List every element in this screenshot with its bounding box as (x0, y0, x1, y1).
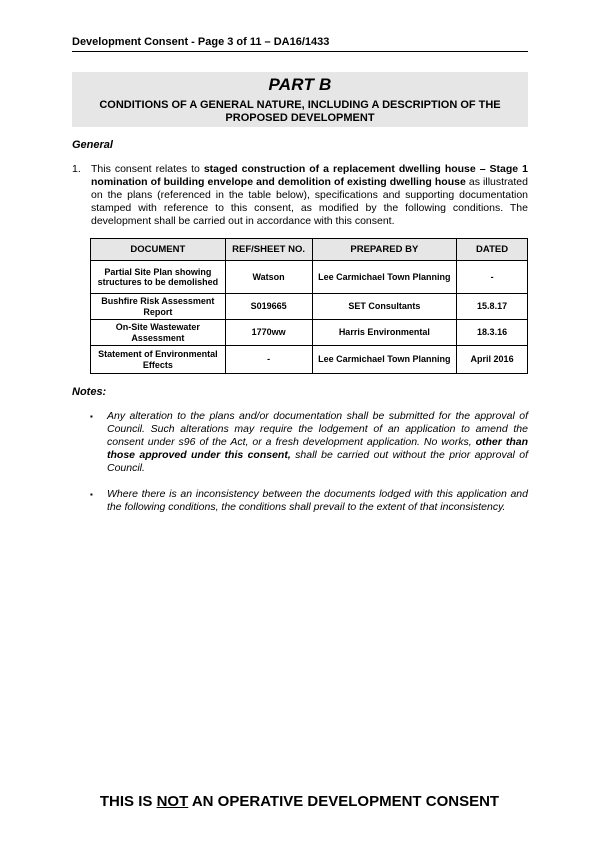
table-cell: Watson (225, 261, 312, 294)
column-header: DATED (457, 239, 528, 261)
table-cell: 15.8.17 (457, 294, 528, 320)
condition-text-bold: staged construction of a replacement dwelling house – Stage 1 nomination of building envelope and demolition of existing dwelling house (91, 163, 528, 188)
note-1 (90, 410, 528, 475)
note-text-bold: other than those approved under this consent, (107, 436, 528, 461)
table-cell: Lee Carmichael Town Planning (312, 261, 457, 294)
table-cell: Bushfire Risk Assessment Report (91, 294, 226, 320)
notes-heading: Notes: (72, 386, 107, 398)
note-text: Where there is an inconsistency between the documents lodged with this application and the following conditions, the conditions shall prevail to the extent of that inconsistency. (107, 488, 528, 513)
part-b-banner (72, 72, 528, 127)
table-header-row (91, 239, 528, 261)
table-cell: April 2016 (457, 346, 528, 374)
table-cell: SET Consultants (312, 294, 457, 320)
part-subtitle: CONDITIONS OF A GENERAL NATURE, INCLUDING A DESCRIPTION OF THE PROPOSED DEVELOPMENT (99, 99, 501, 124)
table-cell: Partial Site Plan showing structures to be demolished (91, 261, 226, 294)
table-cell: Statement of Environmental Effects (91, 346, 226, 374)
table-cell: 18.3.16 (457, 320, 528, 346)
table-row (91, 346, 528, 374)
page-header: Development Consent - Page 3 of 11 – DA16/1433 (72, 36, 528, 52)
table-row (91, 320, 528, 346)
table-row (91, 294, 528, 320)
condition-text-start: This consent relates to (91, 163, 204, 175)
table-cell: S019665 (225, 294, 312, 320)
note-text-end: shall be carried out without the prior approval of Council. (107, 449, 528, 474)
table-cell: Harris Environmental (312, 320, 457, 346)
footer-underlined: NOT (156, 793, 189, 810)
general-heading: General (72, 139, 113, 151)
documents-table (90, 238, 528, 374)
part-title: PART B (268, 75, 332, 94)
note-2 (90, 488, 528, 514)
condition-text (91, 163, 528, 228)
condition-number: 1. (72, 163, 81, 175)
table-cell: 1770ww (225, 320, 312, 346)
condition-1 (72, 163, 528, 228)
bullet-icon: ▪ (90, 412, 93, 421)
table-cell: On-Site Wastewater Assessment (91, 320, 226, 346)
footer-post: AN OPERATIVE DEVELOPMENT CONSENT (188, 793, 500, 810)
column-header: PREPARED BY (312, 239, 457, 261)
footer-pre: THIS IS (99, 793, 157, 810)
footer-disclaimer (0, 793, 599, 810)
column-header: REF/SHEET NO. (225, 239, 312, 261)
note-text (107, 410, 528, 475)
bullet-icon: ▪ (90, 490, 93, 499)
table-cell: - (225, 346, 312, 374)
condition-text-end: as illustrated on the plans (referenced in the table below), specifications and supporting documentation stamped with reference to this consent, as modified by the following conditions. The development shall be carried out in accordance with this consent. (91, 176, 528, 227)
column-header: DOCUMENT (91, 239, 226, 261)
table-cell: - (457, 261, 528, 294)
table-cell: Lee Carmichael Town Planning (312, 346, 457, 374)
table-row (91, 261, 528, 294)
note-text-start: Any alteration to the plans and/or documentation shall be submitted for the approval of Council. Such alterations may require the lodgement of an application to amend the consent under s96 of the Act, or a fresh development application. No works, (107, 410, 528, 448)
